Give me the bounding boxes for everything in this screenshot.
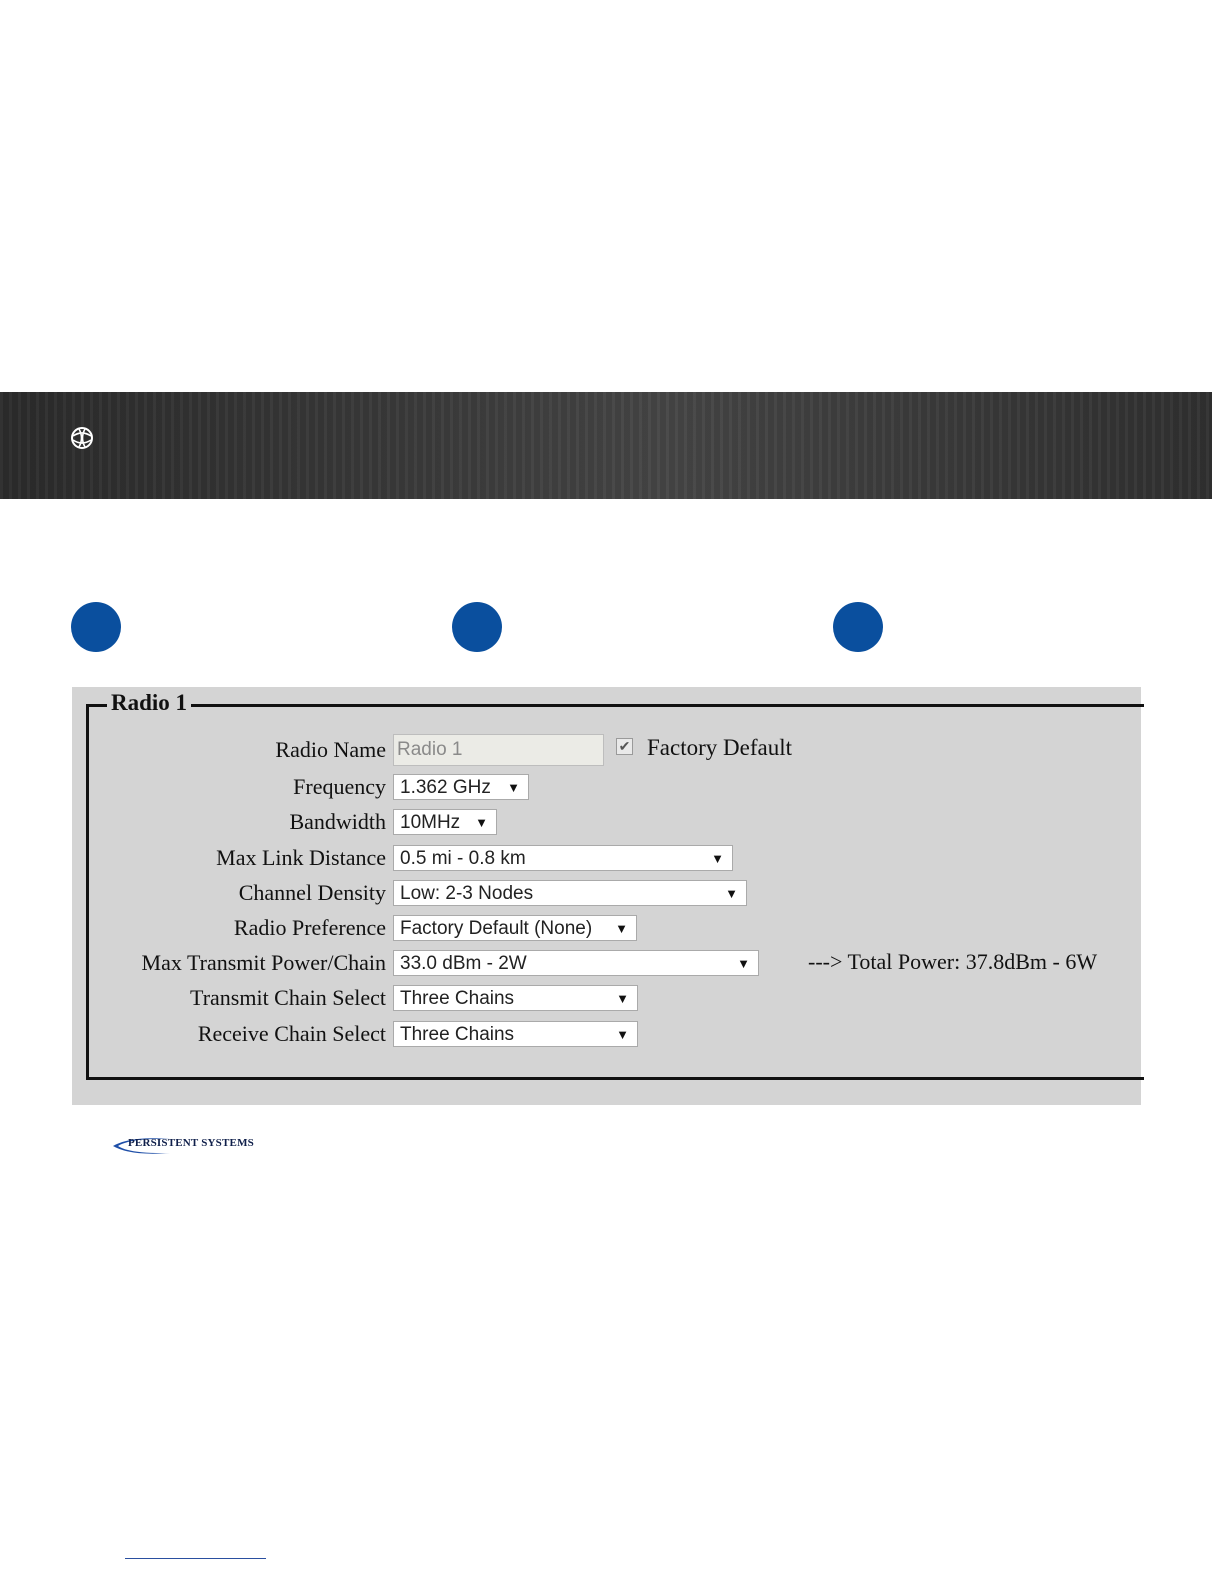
transmit-chain-select[interactable] — [393, 985, 638, 1011]
frequency-value: 1.362 GHz — [400, 777, 491, 798]
dropdown-arrow-icon: ▼ — [616, 991, 629, 1006]
dropdown-arrow-icon: ▼ — [616, 1027, 629, 1042]
frequency-label: Frequency — [293, 774, 386, 799]
receive-chain-label: Receive Chain Select — [197, 1021, 386, 1046]
channel-density-value: Low: 2-3 Nodes — [400, 883, 534, 904]
step-circle-3 — [833, 602, 883, 652]
company-name: PERSISTENT SYSTEMS — [128, 1137, 254, 1149]
radio-name-input[interactable]: Radio 1 — [393, 734, 604, 766]
receive-chain-select[interactable] — [393, 1021, 638, 1047]
dropdown-arrow-icon: ▼ — [737, 956, 750, 971]
radio-preference-value: Factory Default (None) — [400, 918, 593, 939]
footer-divider — [125, 1558, 266, 1559]
max-link-distance-value: 0.5 mi - 0.8 km — [400, 848, 526, 869]
radio-preference-select[interactable] — [393, 915, 637, 941]
header-banner — [0, 392, 1212, 499]
radio-preference-label: Radio Preference — [233, 915, 386, 940]
globe-icon — [70, 426, 94, 450]
dropdown-arrow-icon: ▼ — [615, 921, 628, 936]
dropdown-arrow-icon: ▼ — [507, 780, 520, 795]
bandwidth-select[interactable] — [393, 809, 497, 835]
max-link-distance-select[interactable] — [393, 845, 733, 871]
bandwidth-label: Bandwidth — [289, 809, 386, 834]
dropdown-arrow-icon: ▼ — [711, 851, 724, 866]
step-circle-2 — [452, 602, 502, 652]
dropdown-arrow-icon: ▼ — [725, 886, 738, 901]
max-transmit-power-select[interactable] — [393, 950, 759, 976]
step-circle-1 — [71, 602, 121, 652]
fieldset-legend: Radio 1 — [107, 690, 191, 716]
frequency-select[interactable] — [393, 774, 529, 800]
persistent-systems-logo — [110, 1135, 260, 1157]
max-transmit-power-label: Max Transmit Power/Chain — [141, 950, 386, 975]
transmit-chain-label: Transmit Chain Select — [190, 985, 386, 1010]
max-link-distance-label: Max Link Distance — [216, 845, 386, 870]
total-power-text: ---> Total Power: 37.8dBm - 6W — [808, 949, 1098, 974]
dropdown-arrow-icon: ▼ — [475, 815, 488, 830]
receive-chain-value: Three Chains — [400, 1024, 515, 1045]
bandwidth-value: 10MHz — [400, 812, 461, 833]
max-transmit-power-value: 33.0 dBm - 2W — [400, 953, 527, 974]
channel-density-label: Channel Density — [238, 880, 386, 905]
radio-name-label: Radio Name — [275, 737, 386, 762]
factory-default-label: Factory Default — [647, 735, 792, 760]
radio-settings-panel — [72, 687, 1141, 1105]
channel-density-select[interactable] — [393, 880, 747, 906]
factory-default-checkbox[interactable]: ✔ — [616, 738, 633, 755]
transmit-chain-value: Three Chains — [400, 988, 515, 1009]
